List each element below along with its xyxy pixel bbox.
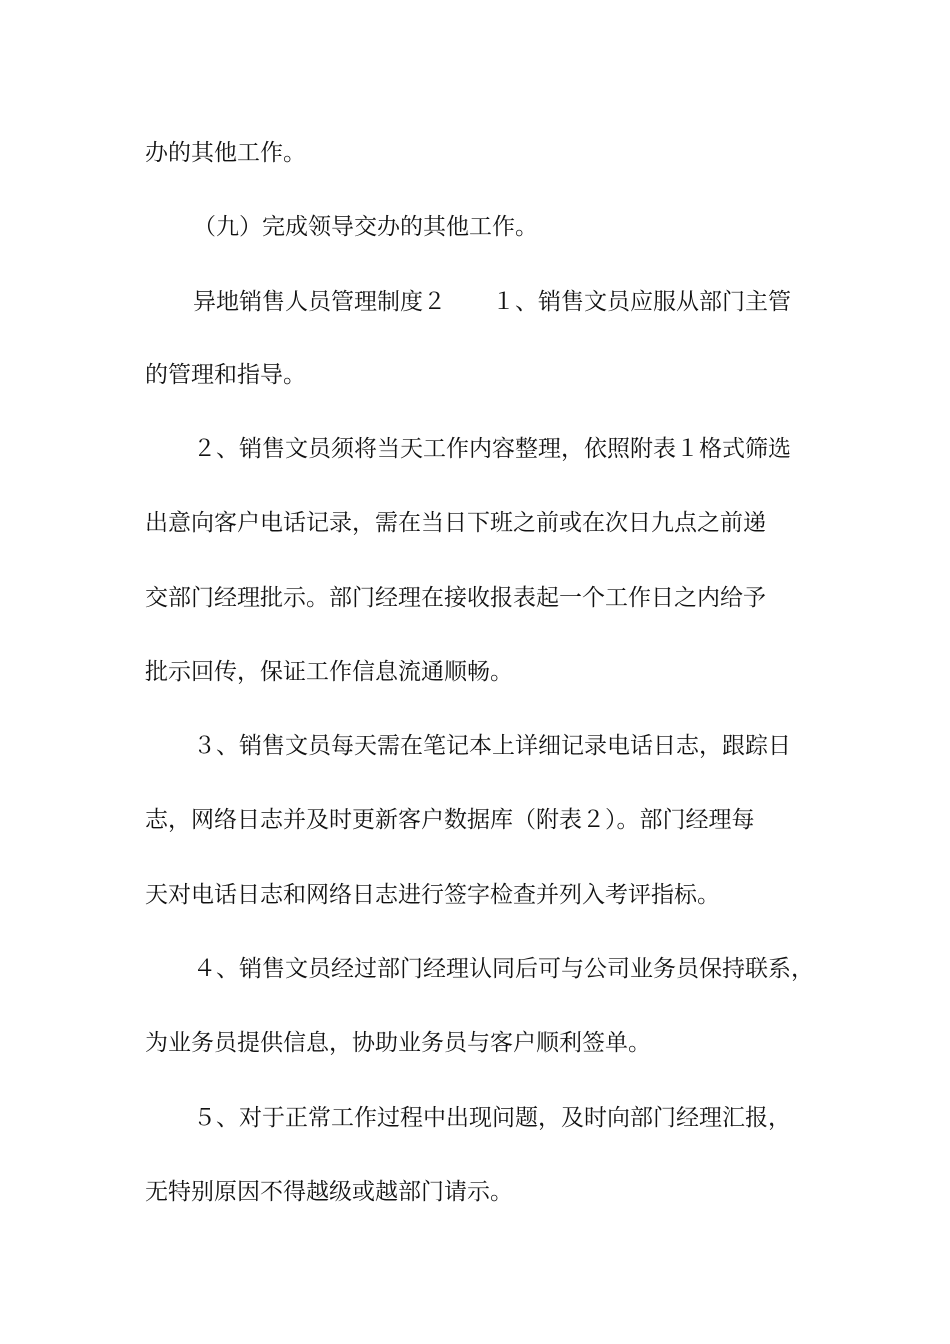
paragraph-line: 无特别原因不得越级或越部门请示。: [145, 1179, 513, 1205]
paragraph-line: ５、对于正常工作过程中出现问题，及时向部门经理汇报，: [193, 1105, 791, 1131]
paragraph-line: 办的其他工作。: [145, 140, 306, 166]
paragraph-text: １、销售文员应服从部门主管: [492, 289, 791, 315]
paragraph-line: 天对电话日志和网络日志进行签字检查并列入考评指标。: [145, 882, 720, 908]
paragraph-line: ３、销售文员每天需在笔记本上详细记录电话日志，跟踪日: [193, 733, 791, 759]
paragraph-line: 志，网络日志并及时更新客户数据库（附表２）。部门经理每: [145, 807, 755, 833]
paragraph-line: 的管理和指导。: [145, 362, 306, 388]
paragraph-line: [193, 285, 791, 319]
paragraph-line: ２、销售文员须将当天工作内容整理，依照附表１格式筛选: [193, 436, 791, 462]
paragraph-line: 批示回传，保证工作信息流通顺畅。: [145, 659, 513, 685]
paragraph-line: 出意向客户电话记录，需在当日下班之前或在次日九点之前递: [145, 510, 766, 536]
document-title: 异地销售人员管理制度２: [193, 289, 446, 315]
paragraph-line: ４、销售文员经过部门经理认同后可与公司业务员保持联系，: [193, 956, 814, 982]
paragraph-line: （九）完成领导交办的其他工作。: [193, 214, 538, 240]
paragraph-line: 为业务员提供信息，协助业务员与客户顺利签单。: [145, 1030, 651, 1056]
paragraph-line: 交部门经理批示。部门经理在接收报表起一个工作日之内给予: [145, 585, 766, 611]
